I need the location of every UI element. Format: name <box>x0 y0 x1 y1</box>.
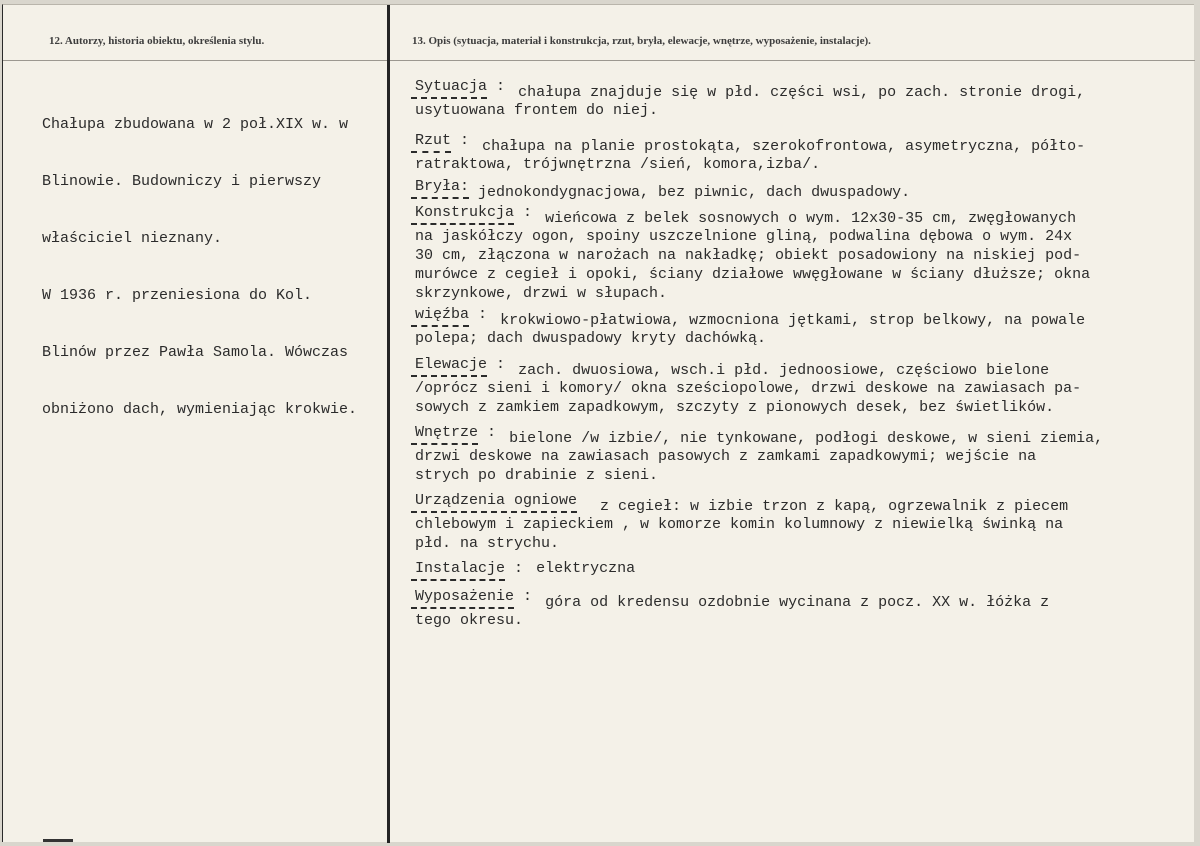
section-line: ratraktowa, trójwnętrzna /sień, komora,izba/. <box>415 156 821 173</box>
heading-separator: : <box>460 132 470 149</box>
heading-separator: : <box>487 424 497 441</box>
bottom-mark <box>43 839 73 842</box>
header-rule <box>3 60 1195 61</box>
heading-separator: : <box>496 356 506 373</box>
section-heading: Wyposażenie <box>415 588 515 605</box>
section-line: usytuowana frontem do niej. <box>415 102 659 119</box>
section-heading: Sytuacja <box>415 78 488 95</box>
section-line: strych po drabinie z sieni. <box>415 467 659 484</box>
section-elewacje <box>415 355 1195 417</box>
section-heading: Elewacje <box>415 356 488 373</box>
history-line: W 1936 r. przeniesiona do Kol. <box>42 287 313 304</box>
history-line: Blinowie. Budowniczy i pierwszy <box>42 173 322 190</box>
section-line: góra od kredensu ozdobnie wycinana z pocz. XX w. łóżka z <box>545 594 1050 611</box>
section-heading: Instalacje <box>415 560 506 577</box>
section-heading: Wnętrze <box>415 424 479 441</box>
section-line: z cegieł: w izbie trzon z kapą, ogrzewalnik z piecem <box>600 498 1069 515</box>
section-heading: Bryła: <box>415 178 470 195</box>
section-heading: Urządzenia ogniowe <box>415 492 578 509</box>
section-line: drzwi deskowe na zawiasach pasowych z zamkami zapadkowymi; wejście na <box>415 448 1037 465</box>
section-line: krokwiowo-płatwiowa, wzmocniona jętkami, strop belkowy, na powale <box>500 312 1086 329</box>
section-line: tego okresu. <box>415 612 524 629</box>
section-line: bielone /w izbie/, nie tynkowane, podłogi deskowe, w sieni ziemia, <box>509 430 1104 447</box>
section-konstrukcja <box>415 203 1195 303</box>
section-line: chałupa na planie prostokąta, szerokofrontowa, asymetryczna, półto- <box>482 138 1086 155</box>
section-line: chlebowym i zapieckiem , w komorze komin kolumnowy z niewielką świnką na <box>415 516 1064 533</box>
section-line: murówce z cegieł i opoki, ściany działowe wwęgłowane w ściany dłuższe; okna <box>415 266 1091 283</box>
field-12-label: 12. Autorzy, historia obiektu, określenia stylu. <box>49 35 265 47</box>
section-rzut <box>415 131 1195 174</box>
section-line: sowych z zamkiem zapadkowym, szczyty z pionowych desek, bez świetlików. <box>415 399 1055 416</box>
section-instalacje <box>415 559 1195 579</box>
section-heading: Konstrukcja <box>415 204 515 221</box>
inventory-card <box>2 4 1194 842</box>
section-line: wieńcowa z belek sosnowych o wym. 12x30-35 cm, zwęgłowanych <box>545 210 1077 227</box>
section-line: na jaskółczy ogon, spoiny uszczelnione gliną, podwalina dębowa o wym. 24x <box>415 228 1073 245</box>
section-heading: więźba <box>415 306 470 323</box>
section-line: polepa; dach dwuspadowy kryty dachówką. <box>415 330 767 347</box>
section-line: chałupa znajduje się w płd. części wsi, po zach. stronie drogi, <box>518 84 1086 101</box>
section-wnetrze <box>415 423 1195 485</box>
section-wyposazenie <box>415 587 1195 630</box>
section-heading: Rzut <box>415 132 452 149</box>
column-divider <box>387 5 390 843</box>
history-text <box>42 77 387 457</box>
history-line: właściciel nieznany. <box>42 230 223 247</box>
section-bryla <box>415 177 1195 201</box>
history-line: Chałupa zbudowana w 2 poł.XIX w. w <box>42 116 349 133</box>
heading-separator: : <box>523 204 533 221</box>
section-line: płd. na strychu. <box>415 535 560 552</box>
section-line: /oprócz sieni i komory/ okna sześciopolowe, drzwi deskowe na zawiasach pa- <box>415 380 1082 397</box>
history-line: obniżono dach, wymieniając krokwie. <box>42 401 358 418</box>
history-line: Blinów przez Pawła Samola. Wówczas <box>42 344 349 361</box>
section-line: jednokondygnacjowa, bez piwnic, dach dwuspadowy. <box>478 184 911 201</box>
section-wiezba <box>415 305 1195 348</box>
section-line: elektryczna <box>536 560 636 577</box>
section-line: skrzynkowe, drzwi w słupach. <box>415 285 668 302</box>
heading-separator: : <box>496 78 506 95</box>
heading-separator: : <box>514 560 524 577</box>
section-sytuacja <box>415 77 1195 120</box>
heading-separator: : <box>523 588 533 605</box>
section-urzadzenia-ogniowe <box>415 491 1195 553</box>
section-line: zach. dwuosiowa, wsch.i płd. jednoosiowe, częściowo bielone <box>518 362 1050 379</box>
heading-separator: : <box>478 306 488 323</box>
section-line: 30 cm, złączona w narożach na nakładkę; obiekt posadowiony na niskiej pod- <box>415 247 1082 264</box>
field-13-label: 13. Opis (sytuacja, materiał i konstrukcja, rzut, bryła, elewacje, wnętrze, wyposażenie, instalacje). <box>412 35 871 47</box>
